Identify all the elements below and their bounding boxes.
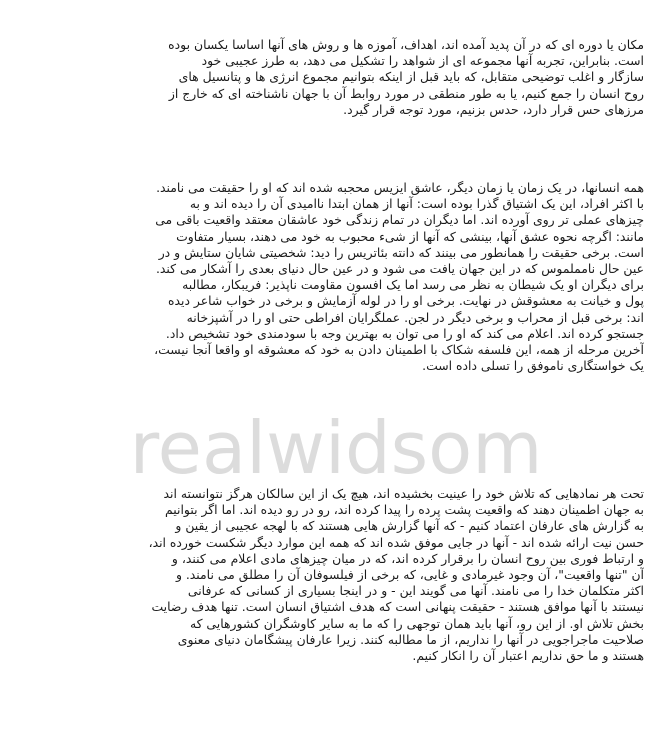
text-line: حسن نیت ارائه شده اند - آنها در جایی موفق شده اند که همه این موارد دیگر شکست خورده اند،: [148, 534, 644, 550]
text-line: تحت هر نمادهایی که تلاش خود را عینیت بخشیده اند، هیچ یک از این سالکان هرگز نتوانسته اند: [163, 486, 644, 501]
text-line: برای دیگران او یک شیطان به نظر می رسد اما یک افسون مقاومت ناپذیر: فریبکار، مطالبه: [182, 277, 644, 293]
text-line: مرزهای حس قرار دارد، حدس بزنیم، مورد توجه قرار گیرد.: [343, 101, 644, 117]
text-line: به جهان اطمینان دهند که واقعیت پشت پرده را پیدا کرده اند، رو در رو دیده اند. اما اگر بتوانیم: [165, 502, 644, 518]
text-line: به گزارش های عارفان اعتماد کنیم - که آنها گزارش هایی هستند که با لهجه عجیبی از یقین و: [175, 518, 644, 534]
text-line: همه انسانها، در یک زمان یا زمان دیگر، عاشق ایزیس محجبه شده اند که او را حقیقت می نامند.: [156, 180, 644, 195]
text-line: آن "تنها واقعیت"، آن وجود غیرمادی و غایی، که برخی از فیلسوفان آن را مطلق می نامند. و: [175, 566, 644, 582]
text-line: چیزهای عملی تر روی آورده اند. اما دیگران در تمام زندگی خود عاشقان معتقد واقعیت باقی می: [155, 212, 644, 228]
text-line: اند: برخی قبل از محراب و برخی دیگر در لجن. عملگرایان افراطی حتی او را در آشپزخانه: [186, 309, 644, 325]
text-line: روح انسان را جمع کنیم، یا به طور منطقی در مورد روابط آن با جهان ناشناخته ای که خارج از: [168, 85, 644, 101]
text-line: پول و خیانت به معشوقش در نهایت. برخی او را در لوله آزمایش و برخی در خواب شاعر دیده: [168, 293, 644, 309]
text-line: است. برخی حقیقت را همانطور می بینند که دانته بئاتریس را دید: شخصیتی شایان ستایش و در: [158, 244, 644, 260]
text-line: سازگار و اغلب توضیحی متقابل، که باید قبل از اینکه بتوانیم مجموع انرژی ها و پتانسیل های: [178, 69, 644, 85]
text-line: اکثر متکلمان خدا را می نامند. آنها می گویند این - و در اینجا بسیاری از کسانی که عرفانی: [187, 583, 644, 599]
paragraph-2: [36, 180, 644, 374]
text-line: جستجو کرده اند. اعلام می کند که او را می توان به بهترین وجه با سودمندی خود تشخیص داد.: [165, 325, 644, 341]
text-line: صلاحیت ماجراجویی در آنها را نداریم، از ما مطالبه کنند. زیرا عارفان پیشگامان دنیای معنوی: [177, 631, 644, 647]
text-line: عین حال نامملموس که در این جهان یافت می شود و در عین حال دنیای بعدی را آشکار می کند.: [155, 260, 644, 276]
paragraph-1: [36, 37, 644, 118]
text-line: یک خواستگاری ناموفق را تسلی داده است.: [422, 358, 644, 374]
text-line: مانند: اگرچه نحوه عشق آنها، بینشی که آنها از شیء محبوب به خود می دهند، بسیار متفاوت: [176, 228, 644, 244]
paragraph-3: [36, 486, 644, 664]
text-line: و ارتباط فوری بین روح انسان را برقرار کرده اند، که در میان چیزهای مادی اعلام می کنند، و: [171, 550, 644, 566]
watermark: realwidsom: [129, 406, 543, 490]
text-line: مکان یا دوره ای که در آن پدید آمده اند، اهداف، آموزه ها و روش های آنها اساسا یکسان بوده: [168, 37, 644, 52]
text-line: با اکثر افراد، این یک اشتیاق گذرا بوده است: آنها از همان ابتدا ناامیدی آن را دیده اند و به: [189, 196, 644, 212]
text-line: نیستند با آنها موافق هستند - حقیقت پنهانی است که هدف اشتیاق انسان است. تنها هدف رضایت: [151, 599, 644, 615]
text-line: هستند و ما حق نداریم اعتبار آن را انکار کنیم.: [412, 647, 644, 663]
text-line: آخرین مرحله از همه، این فلسفه شکاک با اطمینان دادن به خود که معشوقه او واقعا آنجا نیست،: [154, 341, 644, 357]
text-line: بخش تلاش او. از این رو، آنها باید همان توجهی را که ما به سایر کاوشگران کشورهایی که: [189, 615, 644, 631]
text-line: است. بنابراین، تجربه آنها مجموعه ای از شواهد را تشکیل می دهد، به طرز عجیبی خود: [201, 53, 644, 69]
